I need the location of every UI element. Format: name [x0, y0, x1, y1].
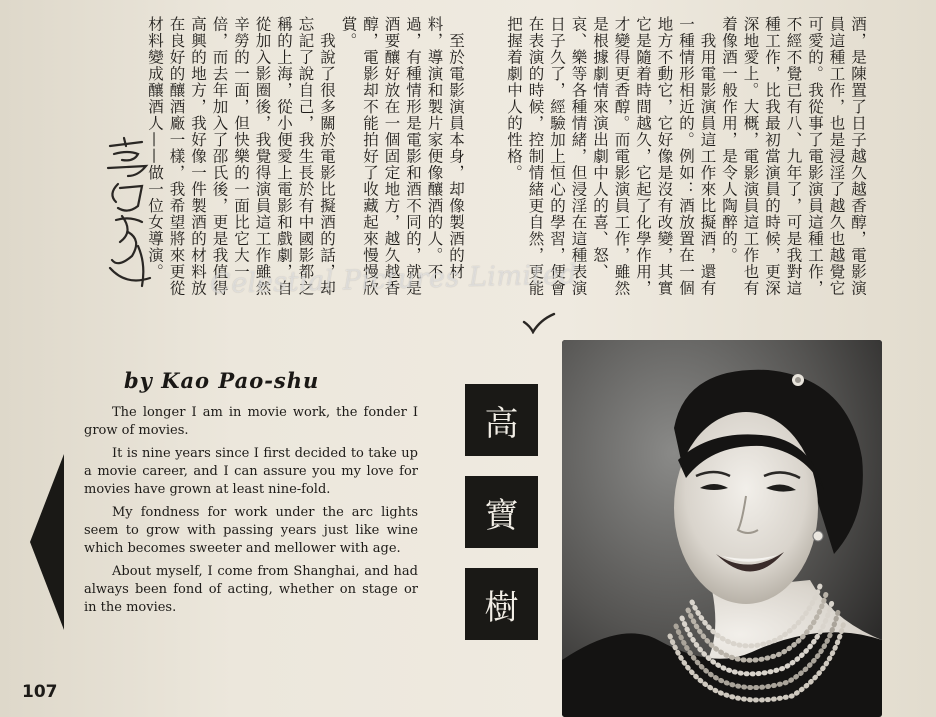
chinese-article-left-block: 至於電影演員本身，却像製酒的材料，導演和製片家便像釀酒的人。不過，有種情形是電影和酒不同的，就是酒要釀好放在一個固定地方，越久越香醇，電影却不能拍好了收藏起來慢慢欣賞。 我說了很多關於電影比擬酒的話，却忘記了說自己，我生長於有中國影都之稱的上海，從小便愛上電影和戲劇，自從加入影圈後，我覺得演員這工作雖然辛勞的一面，但快樂的一面比它大一倍，而去年加入了邵氏後，更是我值得高興的地方，我好像一件製酒的材料放在良好的釀酒廠一樣，我希望將來更從材料變成釀酒人——做一位女導演。	[146, 16, 465, 297]
watermark: Celestial Pictures Limited	[209, 259, 578, 300]
handwritten-signature	[98, 136, 156, 296]
english-article	[84, 404, 418, 622]
chinese-article-right-block: 酒，是陳置了日子越久越香醇，電影演員這種工作，也是浸淫了越久也越覺它可愛的。我從事了電影演員這種工作，不經不覺已有八、九年了，可是我對這種工作，比我最初當演員的時候，更深深地愛上。大概，電影演員這工作也有着像酒一般作用，是令人陶醉的。 我用電影演員這工作來比擬酒，還有一種情形相近的。例如：酒放置在一個地方不動它，它好像是沒有改變，其實它是隨着時間越久，它起了化學作用，才變得更香醇。而電影演員工作，雖然是根據劇情來演出劇中人的喜、怒、哀、樂等各種情緒，但浸淫在這種表演日子久了，經驗加上恒心的學習，便會在表演的時候，控制情緒更自然，更能把握着劇中人的性格。	[505, 16, 867, 297]
article-byline: by Kao Pao-shu	[124, 368, 320, 393]
english-paragraph: It is nine years since I first decided to take up a movie career, and I can assure you my love for movies have grown at least nine-fold.	[84, 446, 418, 497]
name-character-3: 樹	[465, 568, 538, 640]
name-character-1: 高	[465, 384, 538, 456]
name-character-2: 寶	[465, 476, 538, 548]
english-paragraph: The longer I am in movie work, the fonder I grow of movies.	[84, 405, 418, 438]
left-arrow-icon	[30, 454, 64, 630]
portrait-photo	[562, 340, 882, 717]
english-paragraph: About myself, I come from Shanghai, and had always been fond of acting, whether on stage or in the movies.	[84, 564, 418, 615]
english-paragraph: My fondness for work under the arc lights seem to grow with passing years just like wine which becomes sweeter and mellower with age.	[84, 505, 418, 556]
page-number: 107	[22, 682, 58, 702]
checkmark-mark	[522, 312, 556, 334]
